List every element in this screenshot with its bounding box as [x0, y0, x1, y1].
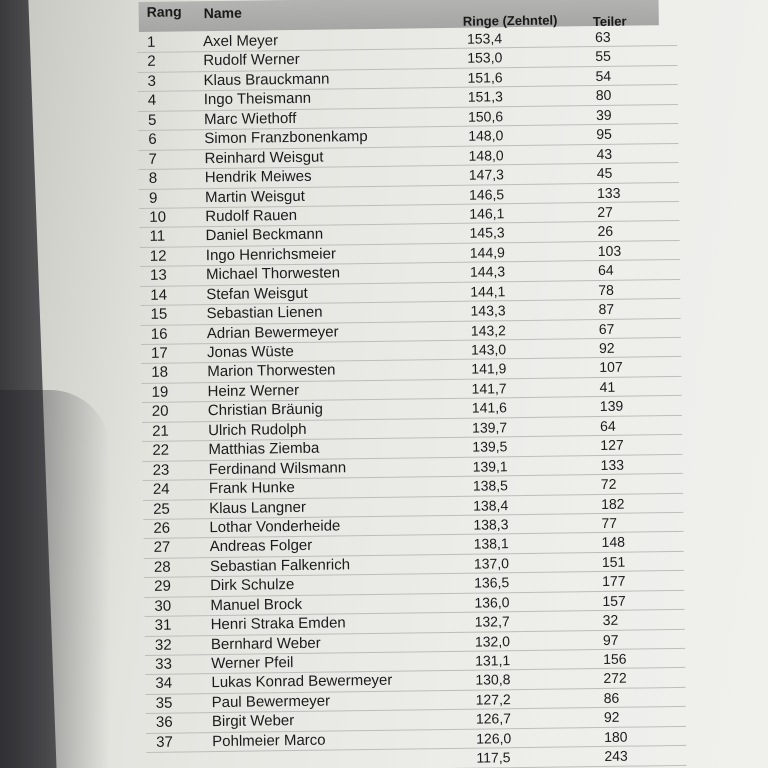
name-cell: Ingo Theismann — [203, 90, 312, 109]
ringe-cell: 148,0 — [468, 127, 504, 144]
name-cell: Rudolf Werner — [203, 51, 300, 70]
ringe-cell: 146,1 — [469, 205, 505, 222]
teiler-cell: 45 — [596, 164, 613, 182]
rank-cell: 26 — [153, 519, 171, 537]
teiler-cell: 87 — [598, 300, 615, 318]
name-cell: Reinhard Weisgut — [204, 148, 324, 167]
ringe-cell: 136,5 — [474, 574, 510, 591]
printed-sheet — [28, 0, 768, 768]
teiler-cell: 127 — [600, 436, 624, 454]
ringe-cell: 141,7 — [471, 380, 507, 397]
rank-cell: 16 — [150, 325, 168, 343]
name-cell: Andreas Folger — [209, 537, 313, 556]
rank-cell: 15 — [150, 305, 168, 323]
name-cell: Sebastian Lienen — [206, 303, 323, 323]
ringe-cell: 138,1 — [473, 535, 509, 553]
rank-cell: 13 — [149, 266, 167, 285]
teiler-cell: 77 — [601, 514, 618, 531]
teiler-cell: 243 — [604, 747, 628, 765]
rank-cell: 31 — [154, 616, 172, 634]
teiler-cell: 97 — [602, 631, 619, 648]
ringe-cell: 138,3 — [473, 516, 509, 533]
teiler-cell: 95 — [596, 126, 612, 143]
teiler-cell: 41 — [599, 378, 616, 395]
rank-cell: 20 — [151, 402, 169, 421]
rank-cell: 22 — [152, 441, 170, 460]
rank-cell: 5 — [147, 111, 157, 129]
results-table — [137, 0, 687, 768]
teiler-cell: 157 — [602, 592, 626, 609]
name-cell: Simon Franzbonenkamp — [204, 128, 368, 148]
rank-cell: 2 — [147, 53, 156, 71]
ringe-cell: 132,7 — [474, 613, 510, 630]
name-cell: Martin Weisgut — [204, 187, 305, 206]
teiler-cell: 54 — [595, 67, 612, 84]
rank-cell: 34 — [155, 675, 173, 693]
ringe-cell: 139,7 — [472, 418, 508, 436]
name-cell: Henri Straka Emden — [210, 614, 346, 634]
teiler-cell: 43 — [596, 145, 613, 162]
name-cell: Heinz Werner — [207, 381, 300, 401]
rank-cell: 6 — [148, 130, 157, 149]
ringe-cell: 150,6 — [467, 107, 504, 125]
ringe-cell: 141,6 — [471, 399, 508, 416]
teiler-cell: 86 — [603, 689, 620, 706]
name-cell: Frank Hunke — [208, 479, 295, 498]
ringe-cell: 139,5 — [472, 438, 508, 455]
rank-cell: 30 — [154, 597, 172, 615]
teiler-cell: 64 — [599, 417, 616, 434]
name-cell: Axel Meyer — [202, 32, 279, 51]
ringe-cell: 144,1 — [470, 282, 506, 300]
rank-cell: 28 — [153, 558, 171, 576]
rank-cell: 21 — [152, 422, 169, 440]
ringe-cell: 132,0 — [474, 632, 511, 650]
teiler-cell: 55 — [595, 48, 611, 65]
ringe-cell: 136,0 — [474, 593, 510, 611]
ringe-cell: 153,0 — [467, 49, 503, 67]
rank-cell: 11 — [149, 228, 166, 246]
rank-cell: 27 — [153, 539, 171, 557]
teiler-cell: 148 — [601, 534, 626, 551]
rank-cell: 7 — [148, 150, 158, 168]
ringe-cell: 151,3 — [467, 88, 503, 106]
ringe-cell: 144,9 — [469, 244, 505, 261]
rank-cell: 10 — [149, 208, 167, 226]
name-cell: Rudolf Rauen — [205, 206, 298, 226]
ringe-cell: 137,0 — [473, 555, 510, 572]
rank-cell: 37 — [156, 733, 173, 751]
name-cell: Klaus Brauckmann — [203, 70, 330, 90]
name-cell: Marc Wiethoff — [203, 109, 297, 128]
header-teiler: Teiler — [592, 13, 627, 30]
teiler-cell: 177 — [602, 572, 626, 590]
ringe-cell: 143,0 — [470, 341, 507, 358]
teiler-cell: 107 — [599, 359, 623, 376]
name-cell: Marion Thorwesten — [207, 361, 336, 381]
teiler-cell: 139 — [599, 398, 624, 415]
rank-cell: 14 — [150, 286, 168, 304]
name-cell: Hendrik Meiwes — [204, 167, 312, 187]
teiler-cell: 92 — [598, 339, 615, 357]
name-cell: Matthias Ziemba — [208, 439, 320, 459]
teiler-cell: 32 — [602, 611, 619, 629]
ringe-cell: 141,9 — [471, 360, 507, 378]
name-cell: Ulrich Rudolph — [208, 420, 307, 439]
name-cell: Birgit Weber — [211, 712, 295, 731]
rank-cell: 1 — [146, 33, 156, 51]
name-cell: Bernhard Weber — [210, 634, 321, 653]
rank-cell: 29 — [154, 577, 171, 596]
ringe-cell: 148,0 — [468, 146, 504, 164]
ringe-cell: 138,4 — [473, 496, 509, 514]
ringe-cell: 126,0 — [476, 729, 512, 747]
rank-cell: 36 — [155, 713, 173, 732]
name-cell: Jonas Wüste — [206, 343, 294, 362]
name-cell: Ingo Henrichsmeier — [205, 245, 336, 264]
teiler-cell: 27 — [597, 203, 613, 220]
rank-cell: 18 — [151, 364, 169, 382]
ringe-cell: 130,8 — [475, 671, 511, 689]
teiler-cell: 63 — [594, 28, 611, 46]
rank-cell: 32 — [154, 636, 172, 654]
rank-cell: 24 — [152, 480, 170, 498]
rank-cell: 8 — [148, 169, 158, 187]
name-cell: Pohlmeier Marco — [212, 731, 326, 750]
teiler-cell: 151 — [601, 553, 626, 570]
name-cell: Sebastian Falkenrich — [209, 556, 351, 575]
rank-cell: 12 — [149, 247, 167, 265]
ringe-cell: 139,1 — [472, 457, 508, 475]
teiler-cell: 92 — [603, 709, 620, 726]
teiler-cell: 133 — [596, 184, 621, 201]
teiler-cell: 67 — [598, 320, 615, 337]
name-cell: Dirk Schulze — [210, 576, 295, 595]
name-cell: Lothar Vonderheide — [209, 517, 341, 537]
ringe-cell: 143,2 — [470, 321, 506, 339]
teiler-cell: 80 — [595, 87, 612, 104]
ringe-cell: 146,5 — [468, 185, 505, 203]
rank-cell: 17 — [151, 344, 168, 362]
ringe-cell: 126,7 — [475, 710, 512, 727]
table-body — [137, 27, 687, 768]
name-cell: Klaus Langner — [209, 498, 306, 517]
name-cell: Adrian Bewermeyer — [206, 322, 339, 342]
teiler-cell: 26 — [597, 223, 614, 240]
ringe-cell: 145,3 — [469, 224, 505, 242]
teiler-cell: 39 — [595, 106, 612, 123]
teiler-cell: 182 — [601, 495, 625, 512]
name-cell: Manuel Brock — [210, 595, 303, 614]
ringe-cell: 131,1 — [475, 652, 511, 669]
name-cell: Ferdinand Wilsmann — [208, 458, 347, 478]
teiler-cell: 133 — [600, 456, 625, 473]
rank-cell: 4 — [147, 92, 157, 110]
ringe-cell: 117,5 — [476, 749, 511, 766]
rank-cell: 35 — [155, 694, 173, 712]
name-cell: Paul Bewermeyer — [211, 692, 331, 711]
ringe-cell: 144,3 — [469, 263, 506, 280]
rank-cell: 19 — [151, 383, 169, 401]
name-cell: Stefan Weisgut — [206, 284, 308, 303]
ringe-cell: 151,6 — [467, 69, 503, 86]
rank-cell: 3 — [147, 72, 157, 90]
rank-cell: 33 — [155, 655, 172, 673]
teiler-cell: 156 — [603, 650, 627, 667]
ringe-cell: 143,3 — [470, 302, 506, 319]
rank-cell: 9 — [148, 189, 158, 207]
ringe-cell: 127,2 — [475, 691, 511, 708]
name-cell: Michael Thorwesten — [205, 264, 341, 284]
name-cell: Christian Bräunig — [207, 400, 324, 420]
header-name: Name — [203, 4, 242, 22]
teiler-cell: 72 — [600, 475, 617, 493]
teiler-cell: 78 — [598, 281, 615, 298]
rank-cell: 25 — [153, 500, 170, 518]
teiler-cell: 180 — [604, 728, 628, 745]
header-ringe: Ringe (Zehntel) — [462, 12, 558, 29]
ringe-cell: 147,3 — [468, 166, 504, 183]
name-cell: Daniel Beckmann — [205, 225, 324, 245]
ringe-cell: 153,4 — [466, 30, 503, 47]
name-cell: Werner Pfeil — [211, 654, 294, 673]
rank-cell: 23 — [152, 461, 170, 479]
teiler-cell: 272 — [603, 670, 627, 687]
teiler-cell: 103 — [597, 242, 622, 259]
header-rang: Rang — [146, 3, 182, 20]
teiler-cell: 64 — [597, 262, 614, 279]
ringe-cell: 138,5 — [472, 477, 509, 494]
name-cell: Lukas Konrad Bewermeyer — [211, 672, 393, 692]
